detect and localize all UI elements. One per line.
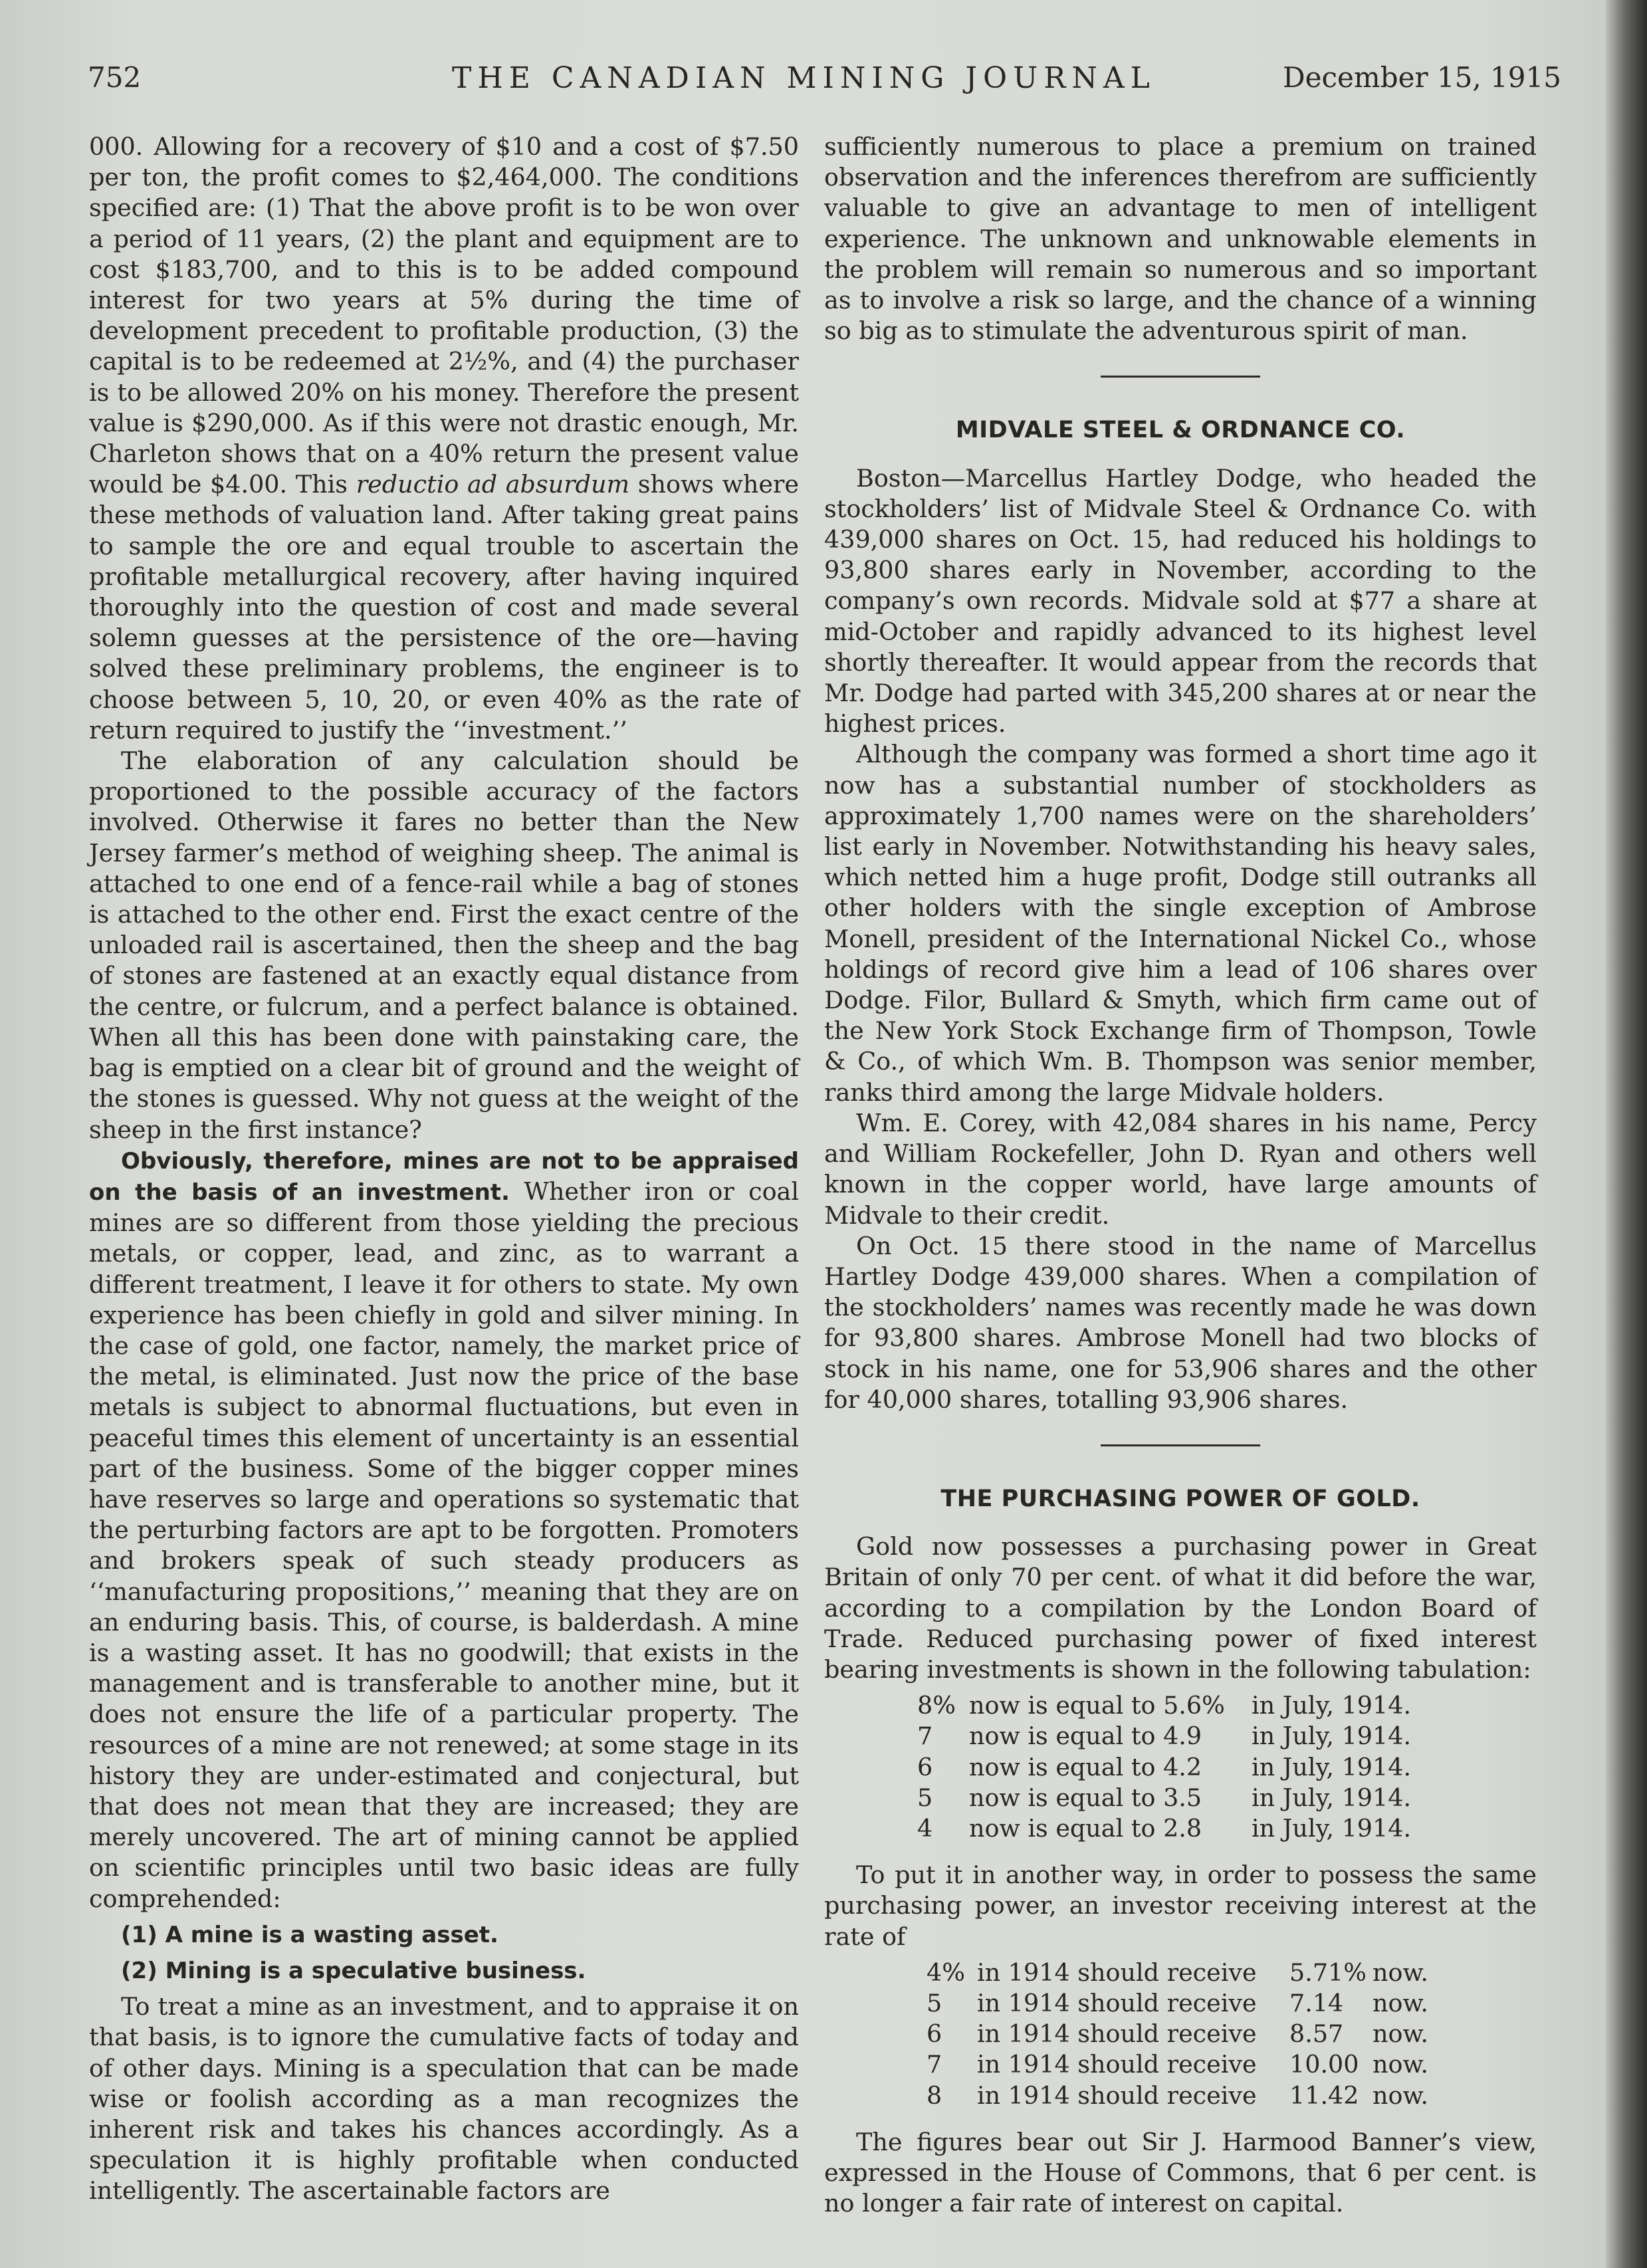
italic-phrase: reductio ad absurdum (356, 470, 630, 499)
interest-equivalence-table (927, 1958, 1428, 2111)
table-row: 7 now is equal to 4.9 in July, 1914. (917, 1722, 1412, 1751)
section-divider (1101, 376, 1260, 378)
paragraph: Although the company was formed a short time ago it now has a substantial number of stockholders as approximately 1,700 names were on the shareholders’ list early in November. Notwithstanding his heavy sales, which netted him a huge profit, Dodge still outranks all other holders with the single exception of Ambrose Monell, president of the International Nickel Co., whose holdings of record give him a lead of 106 shares over Dodge. Filor, Bullard & Smyth, which firm came out of the New York Stock Exchange firm of Thompson, Towle & Co., of which Wm. B. Thompson was senior member, ranks third among the large Midvale holders. (824, 740, 1537, 1107)
bold-lead-sentence: Obviously, therefore, mines are not to be appraised on the basis of an investment. (89, 1147, 799, 1206)
list-item: (1) A mine is a wasting asset. (121, 1921, 498, 1948)
right-column (824, 132, 1537, 2219)
table-row: 5 in 1914 should receive 7.14 now. (927, 1988, 1428, 2017)
paragraph: sufficiently numerous to place a premium on trained observation and the inferences therefrom are sufficiently valuable to give an advantage to men of intelligent experience. The unknown and unknowable elements in the problem will remain so numerous and so important as to involve a risk so large, and the chance of a winning so big as to stimulate the adventurous spirit of man. (824, 132, 1537, 346)
paragraph: To put it in another way, in order to possess the same purchasing power, an investor receiving interest at the rate of (824, 1861, 1537, 1951)
paragraph: Obviously, therefore, mines are not to be appraised on the basis of an investment. Whether iron or coal mines are so different from those yielding the precious metals, or copper, lead, and zinc, as to warrant a different treatment, I leave it for others to state. My own experience has been chiefly in gold and silver mining. In the case of gold, one factor, namely, the market price of the metal, is eliminated. Just now the price of the base metals is subject to abnormal fluctuations, but even in peaceful times this element of uncertainty is an essential part of the business. Some of the bigger copper mines have reserves so large and operations so systematic that the perturbing factors are apt to be forgotten. Promoters and brokers speak of such steady producers as ‘‘manufacturing propositions,’’ meaning that they are on an enduring basis. This, of course, is balderdash. A mine is a wasting asset. It has no goodwill; that exists in the management and is transferable to another mine, but it does not ensure the life of a particular property. The resources of a mine are not renewed; at some stage in its history they are under-estimated and conjectural, but that does not mean that they are increased; they are merely uncovered. The art of mining cannot be applied on scientific principles until two basic ideas are fully comprehended: (89, 1147, 799, 1913)
section-divider (1101, 1444, 1260, 1446)
table-row: 5 now is equal to 3.5 in July, 1914. (917, 1783, 1412, 1812)
paragraph: The elaboration of any calculation should be proportioned to the possible accuracy of the factors involved. Otherwise it fares no better than the New Jersey farmer’s method of weighing sheep. The animal is attached to one end of a fence-rail while a bag of stones is attached to the other end. First the exact centre of the unloaded rail is ascertained, then the sheep and the bag of stones are fastened at an exactly equal distance from the centre, or fulcrum, and a perfect balance is obtained. When all this has been done with painstaking care, the bag is emptied on a clear bit of ground and the weight of the stones is guessed. Why not guess at the weight of the sheep in the first instance? (89, 746, 799, 1144)
purchasing-power-table (917, 1690, 1411, 1844)
issue-date: December 15, 1915 (1283, 61, 1561, 94)
paragraph: Gold now possesses a purchasing power in Great Britain of only 70 per cent. of what it did before the war, according to a compilation by the London Board of Trade. Reduced purchasing power of fixed interest bearing investments is shown in the following tabulation: (824, 1532, 1537, 1684)
journal-title: THE CANADIAN MINING JOURNAL (452, 61, 1156, 95)
page-number: 752 (88, 61, 142, 94)
article-heading: MIDVALE STEEL & ORDNANCE CO. (955, 417, 1406, 444)
article-heading: THE PURCHASING POWER OF GOLD. (940, 1485, 1420, 1512)
paragraph: Wm. E. Corey, with 42,084 shares in his name, Percy and William Rockefeller, John D. Ryan and others well known in the copper world, have large amounts of Midvale to their credit. (824, 1108, 1537, 1230)
table-row: 4% in 1914 should receive 5.71% now. (927, 1958, 1428, 1987)
table-row: 6 in 1914 should receive 8.57 now. (927, 2019, 1428, 2049)
paragraph: 000. Allowing for a recovery of $10 and a cost of $7.50 per ton, the profit comes to $2,464,000. The conditions specified are: (1) That the above profit is to be won over a period of 11 years, (2) the plant and equipment are to cost $183,700, and to this is to be added compound interest for two years at 5% during the time of development precedent to profitable production, (3) the capital is to be redeemed at 2½%, and (4) the purchaser is to be allowed 20% on his money. Therefore the present value is $290,000. As if this were not drastic enough, Mr. Charleton shows that on a 40% return the present value would be $4.00. This reductio ad absurdum shows where these methods of valuation land. After taking great pains to sample the ore and equal trouble to ascertain the profitable metallurgical recovery, after having inquired thoroughly into the question of cost and made several solemn guesses at the persistence of the ore—having solved these preliminary problems, the engineer is to choose between 5, 10, 20, or even 40% as the rate of return required to justify the ‘‘investment.’’ (89, 132, 799, 744)
paragraph: Boston—Marcellus Hartley Dodge, who headed the stockholders’ list of Midvale Steel & Ordnance Co. with 439,000 shares on Oct. 15, had reduced his holdings to 93,800 shares early in November, according to the company’s own records. Midvale sold at $77 a share at mid-October and rapidly advanced to its highest level shortly thereafter. It would appear from the records that Mr. Dodge had parted with 345,200 shares at or near the highest prices. (824, 463, 1537, 738)
paragraph: On Oct. 15 there stood in the name of Marcellus Hartley Dodge 439,000 shares. When a compilation of the stockholders’ names was recently made he was down for 93,800 shares. Ambrose Monell had two blocks of stock in his name, one for 53,906 shares and the other for 40,000 shares, totalling 93,906 shares. (824, 1231, 1537, 1414)
table-row: 6 now is equal to 4.2 in July, 1914. (917, 1752, 1412, 1781)
paragraph: The figures bear out Sir J. Harmood Banner’s view, expressed in the House of Commons, that 6 per cent. is no longer a fair rate of interest on capital. (824, 2127, 1537, 2218)
paragraph: To treat a mine as an investment, and to appraise it on that basis, is to ignore the cumulative facts of today and of other days. Mining is a speculation that can be made wise or foolish according as a man recognizes the inherent risk and takes his chances accordingly. As a speculation it is highly profitable when conducted intelligently. The ascertainable factors are (89, 1992, 799, 2206)
book-spine-shadow (1606, 0, 1647, 2268)
table-row: 8% now is equal to 5.6% in July, 1914. (917, 1691, 1412, 1720)
left-column (89, 132, 799, 2207)
list-item: (2) Mining is a speculative business. (121, 1957, 586, 1984)
table-row: 8 in 1914 should receive 11.42 now. (927, 2081, 1428, 2110)
table-row: 4 now is equal to 2.8 in July, 1914. (917, 1813, 1412, 1843)
table-row: 7 in 1914 should receive 10.00 now. (927, 2050, 1428, 2079)
